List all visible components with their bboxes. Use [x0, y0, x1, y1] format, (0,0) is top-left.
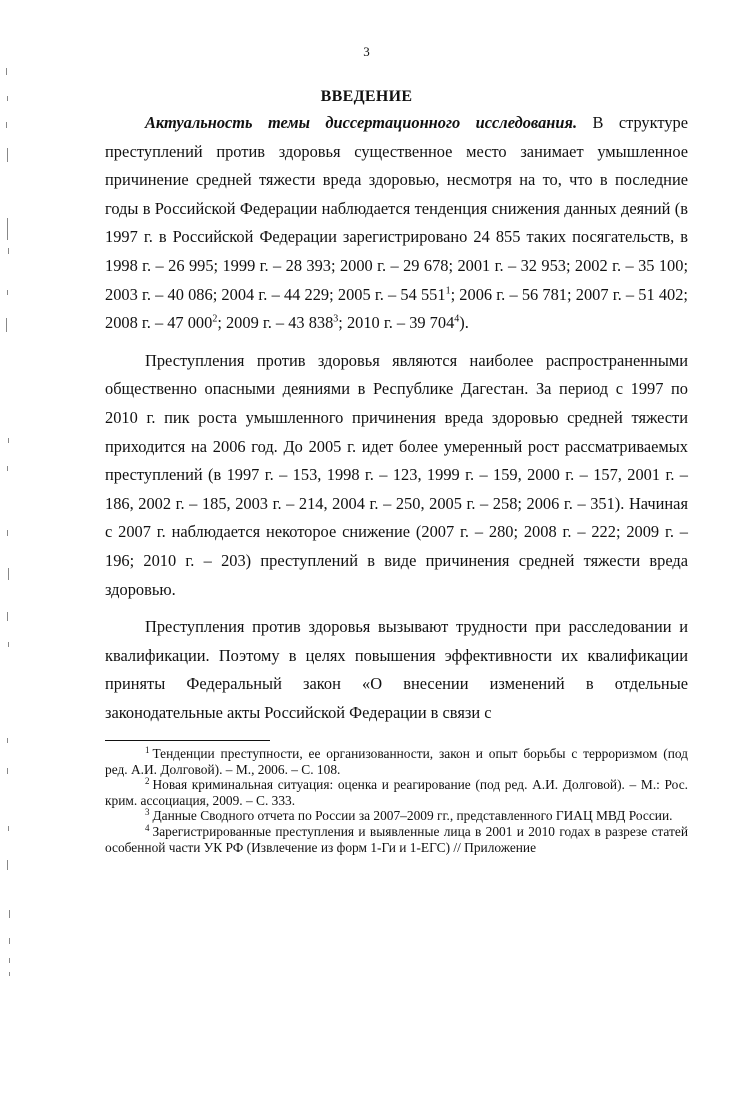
paragraph-text: ).: [459, 313, 469, 333]
footnote: [105, 824, 688, 855]
footnote-ref: 1: [445, 285, 451, 297]
footnote-ref: 2: [212, 313, 218, 325]
paragraph-dagestan: Преступления против здоровья являются наиболее распространенными общественно опасными деяниями в Республике Дагестан. За период с 1997 по 2010 г. пик роста умышленного причинения вреда здоровью средней тяжести приходится на 2006 год. До 2005 г. идет более умеренный рост рассматриваемых преступлений (в 1997 г. – 153, 1998 г. – 123, 1999 г. – 159, 2000 г. – 157, 2001 г. – 186, 2002 г. – 185, 2003 г. – 214, 2004 г. – 250, 2005 г. – 258; 2006 г. – 351). Начиная с 2007 г. наблюдается некоторое снижение (2007 г. – 280; 2008 г. – 222; 2009 г. – 196; 2010 г. – 203) преступлений в виде причинения средней тяжести вреда здоровью.: [105, 350, 688, 599]
footnote-mark: 1: [145, 744, 150, 755]
paragraph-text: ; 2006 г. – 56 781; 2007 г. – 51 402; 2008 г. – 47 000: [105, 284, 688, 333]
footnote-text: Данные Сводного отчета по России за 2007–2009 гг., представленного ГИАЦ МВД России.: [152, 808, 673, 824]
paragraph-qualification: Преступления против здоровья вызывают трудности при расследовании и квалификации. Поэтому в целях повышения эффективности их квалификации приняты Федеральный закон «О внесении изменений в отдельные законодательные акты Российской Федерации в связи с: [105, 617, 688, 722]
paragraph-text: ; 2010 г. – 39 704: [338, 313, 455, 333]
footnote-text: Тенденции преступности, ее организованности, закон и опыт борьбы с терроризмом (под ред. А.И. Долговой). – М., 2006. – С. 108.: [105, 746, 688, 777]
paragraph-text: В структуре преступлений против здоровья существенное место занимает умышленное причинение средней тяжести вреда здоровью, несмотря на то, что в последние годы в Российской Федерации наблюдается тенденция снижения данных деяний (в 1997 г. в Российской Федерации зарегистрировано 24 855 таких посягательств, в 1998 г. – 26 995; 1999 г. – 28 393; 2000 г. – 29 678; 2001 г. – 32 953; 2002 г. – 35 100; 2003 г. – 40 086; 2004 г. – 44 229; 2005 г. – 54 551: [105, 113, 688, 304]
footnote-ref: 4: [454, 313, 460, 325]
footnote-text: Новая криминальная ситуация: оценка и реагирование (под ред. А.И. Долговой). – М.: Рос. крим. ассоциация, 2009. – С. 333.: [105, 777, 688, 808]
footnote-mark: 2: [145, 775, 150, 786]
main-text: [105, 109, 688, 727]
section-heading: ВВЕДЕНИЕ: [320, 88, 413, 105]
paragraph-text: ; 2009 г. – 43 838: [217, 313, 334, 333]
footnote-ref: 3: [333, 313, 339, 325]
footnote: [105, 746, 688, 777]
footnote-text: Зарегистрированные преступления и выявленные лица в 2001 и 2010 годах в разрезе статей особенной части УК РФ (Извлечение из форм 1-Ги и 1-ЕГС) // Приложение: [105, 823, 688, 855]
footnote-mark: 3: [145, 806, 150, 817]
footnote: [105, 777, 688, 808]
footnote-divider: [105, 740, 270, 741]
footnote: [105, 808, 688, 824]
footnote-mark: 4: [145, 822, 150, 833]
footnotes: [105, 746, 688, 855]
paragraph-relevance: [105, 109, 688, 338]
page-number: 3: [363, 44, 370, 59]
paragraph-lead: Актуальность темы диссертационного исследования.: [145, 113, 578, 132]
